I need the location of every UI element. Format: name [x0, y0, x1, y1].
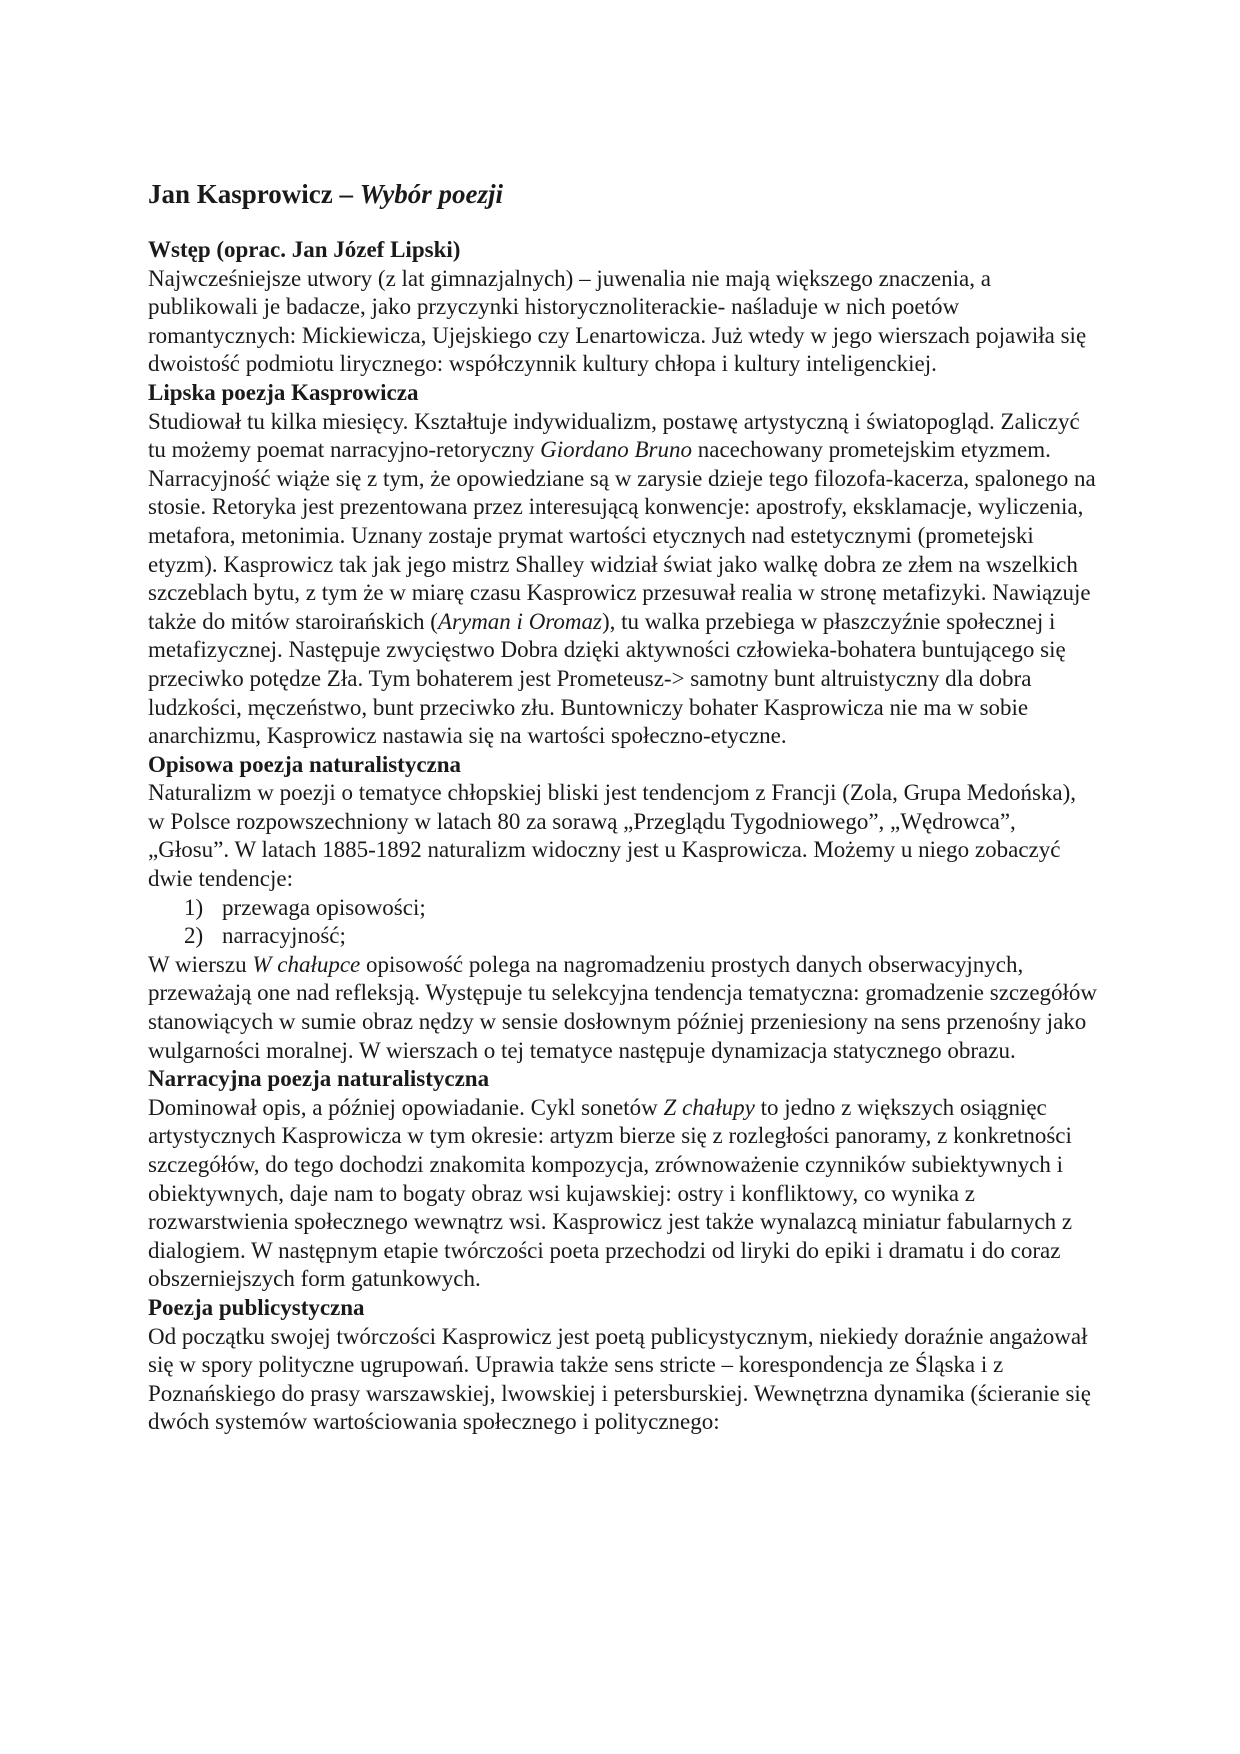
- title-author: Jan Kasprowicz –: [148, 179, 360, 209]
- section-heading-lipska: Lipska poezja Kasprowicza: [148, 379, 419, 405]
- list-item: [148, 894, 1098, 923]
- section-paragraph: [148, 1094, 1098, 1294]
- section-heading-opisowa: Opisowa poezja naturalistyczna: [148, 751, 462, 777]
- section-heading-narracyjna: Narracyjna poezja naturalistyczna: [148, 1066, 490, 1092]
- work-title-italic: Z chałupy: [663, 1094, 755, 1120]
- work-title-italic: Aryman i Oromaz: [437, 608, 602, 634]
- text-run: to jedno z większych osiągnięc artystycznych Kasprowicza w tym okresie: artyzm bierze się z rozległości panoramy, z konkretności szczegółów, do tego dochodzi znakomita kompozycja, zrównoważenie czynników subiektywnych i obiektywnych, daje nam to bogaty obraz wsi kujawskiej: ostry i konfliktowy, co wynika z rozwarstwienia społecznego wewnątrz wsi. Kasprowicz jest także wynalazcą miniatur fabularnych z dialogiem. W następnym etapie twórczości poeta przechodzi od liryki do epiki i dramatu i do coraz obszerniejszych form gatunkowych.: [148, 1094, 1073, 1292]
- work-title-italic: Giordano Bruno: [540, 437, 692, 463]
- section-paragraph: Od początku swojej twórczości Kasprowicz jest poetą publicystycznym, niekiedy doraźnie angażował się w spory polityczne ugrupowań. Uprawia także sens stricte – korespondencja ze Śląska i z Poznańskiego do prasy warszawskiej, lwowskiej i petersburskiej. Wewnętrzna dynamika (ścieranie się dwóch systemów wartościowania społecznego i politycznego:: [148, 1323, 1091, 1435]
- text-run: ), tu walka przebiega w płaszczyźnie społecznej i metafizycznej. Następuje zwycięstwo Dobra dzięki aktywności człowieka-bohatera buntującego się przeciwko potędze Zła. Tym bohaterem jest Prometeusz-> samotny bunt altruistyczny dla dobra ludzkości, męczeństwo, bunt przeciwko złu. Buntowniczy bohater Kasprowicza nie ma w sobie anarchizmu, Kasprowicz nastawia się na wartości społeczno-etyczne.: [148, 608, 1066, 749]
- document-page: [148, 176, 1098, 1437]
- list-number: 1): [184, 894, 204, 920]
- text-run: opisowość polega na nagromadzeniu prostych danych obserwacyjnych, przeważają one nad refleksją. Występuje tu selekcyjna tendencja tematyczna: gromadzenie szczegółów stanowiących w sumie obraz nędzy w sensie dosłownym później przeniesiony na sens przenośny jako wulgarności moralnej. W wierszach o tej tematyce następuje dynamizacja statycznego obrazu.: [148, 951, 1098, 1063]
- section-heading-wstep: Wstęp (oprac. Jan Józef Lipski): [148, 237, 461, 262]
- section-paragraph: Najwcześniejsze utwory (z lat gimnazjalnych) – juwenalia nie mają większego znaczenia, a publikowali je badacze, jako przyczynki historycznoliterackie- naśladuje w nich poetów romantycznych: Mickiewicza, Ujejskiego czy Lenartowicza. Już wtedy w jego wierszach pojawiła się dwoistość podmiotu lirycznego: współczynnik kultury chłopa i kultury inteligenckiej.: [148, 265, 1087, 377]
- text-run: W wierszu: [148, 951, 253, 977]
- work-title-italic: W chałupce: [252, 951, 361, 977]
- section-paragraph: [148, 408, 1098, 751]
- section-paragraph: Naturalizm w poezji o tematyce chłopskiej bliski jest tendencjom z Francji (Zola, Grupa Medońska), w Polsce rozpowszechniony w latach 80 za sorawą „Przeglądu Tygodniowego”, „Wędrowca”, „Głosu”. W latach 1885-1892 naturalizm widoczny jest u Kasprowicza. Możemy u niego zobaczyć dwie tendencje:: [148, 780, 1077, 892]
- section-heading-publicystyczna: Poezja publicystyczna: [148, 1294, 365, 1320]
- text-run: Dominował opis, a później opowiadanie. Cykl sonetów: [148, 1094, 664, 1120]
- section-paragraph: [148, 951, 1098, 1065]
- list-item: [148, 922, 1098, 951]
- document-title: [148, 176, 1098, 212]
- text-run: Studiował tu kilka miesięcy. Kształtuje indywidualizm, postawę artystyczną i światopogląd. Zaliczyć tu możemy poemat narracyjno-retoryczny: [148, 408, 1080, 463]
- list-number: 2): [184, 923, 204, 949]
- title-work: Wybór poezji: [359, 179, 504, 209]
- numbered-list: [148, 894, 1098, 951]
- list-text: przewaga opisowości;: [222, 894, 426, 920]
- text-run: nacechowany prometejskim etyzmem. Narracyjność wiąże się z tym, że opowiedziane są w zarysie dzieje tego filozofa-kacerza, spalonego na stosie. Retoryka jest prezentowana przez interesującą konwencje: apostrofy, eksklamacje, wyliczenia, metafora, metonimia. Uznany zostaje prymat wartości etycznych nad estetycznymi (prometejski etyzm). Kasprowicz tak jak jego mistrz Shalley widział świat jako walkę dobra ze złem na wszelkich szczeblach bytu, z tym że w miarę czasu Kasprowicz przesuwał realia w stronę metafizyki. Nawiązuje także do mitów staroirańskich (: [148, 437, 1096, 634]
- list-text: narracyjność;: [222, 923, 346, 949]
